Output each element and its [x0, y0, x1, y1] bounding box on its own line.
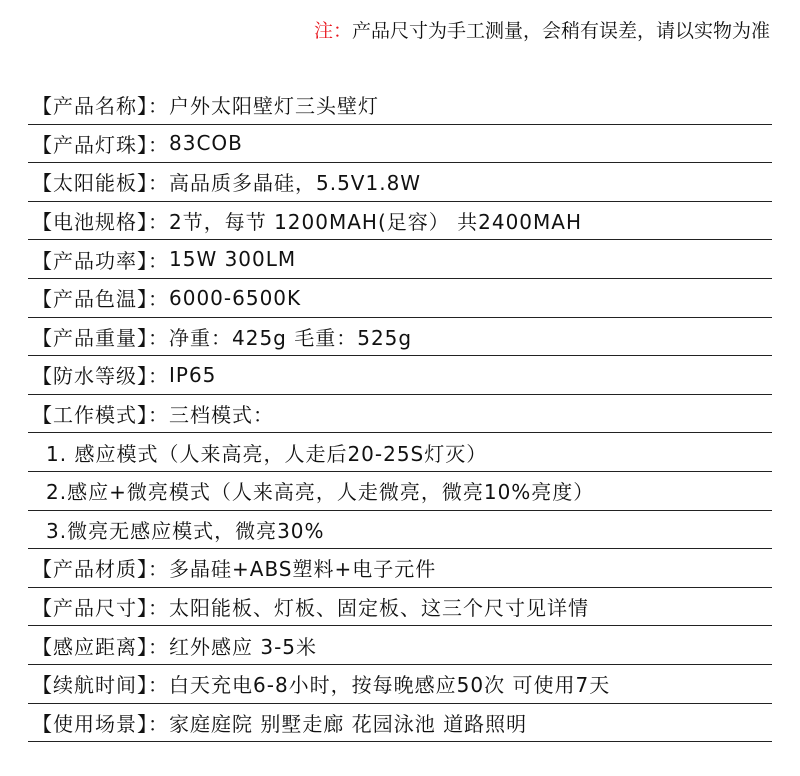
spec-row-waterproof [28, 356, 772, 395]
spec-value: 户外太阳壁灯三头壁灯 [169, 94, 379, 119]
spec-row-battery [28, 202, 772, 241]
spec-value: 83COB [169, 131, 243, 156]
spec-value: 3.微亮无感应模式，微亮30% [46, 518, 325, 543]
spec-value: 太阳能板、灯板、固定板、这三个尺寸见详情 [169, 596, 589, 621]
spec-label: 【产品重量】： [32, 325, 169, 350]
spec-label: 【感应距离】： [32, 634, 169, 659]
spec-row-runtime [28, 665, 772, 704]
spec-table [28, 86, 772, 742]
spec-label: 【工作模式】： [32, 403, 169, 428]
spec-row-mode-3 [28, 511, 772, 550]
spec-value: 红外感应 3-5米 [169, 634, 318, 659]
spec-row-material [28, 549, 772, 588]
spec-row-mode-1 [28, 433, 772, 472]
spec-value: 家庭庭院 别墅走廊 花园泳池 道路照明 [169, 711, 528, 736]
spec-row-color-temp [28, 279, 772, 318]
spec-label: 【产品功率】： [32, 248, 169, 273]
spec-label: 【电池规格】： [32, 210, 169, 235]
spec-value: 白天充电6-8小时，按每晚感应50次 可使用7天 [169, 673, 611, 698]
spec-row-solar-panel [28, 163, 772, 202]
spec-label: 【产品名称】： [32, 94, 169, 119]
spec-label: 【防水等级】： [32, 364, 169, 389]
spec-label: 【续航时间】： [32, 673, 169, 698]
spec-value: 2.感应+微亮模式（人来高亮，人走微亮，微亮10%亮度） [46, 480, 595, 505]
spec-row-mode-2 [28, 472, 772, 511]
spec-label: 【产品材质】： [32, 557, 169, 582]
spec-row-size [28, 588, 772, 627]
spec-value: 高品质多晶硅，5.5V1.8W [169, 171, 422, 196]
spec-row-power [28, 240, 772, 279]
spec-value: 15W 300LM [169, 247, 297, 272]
spec-row-sensor-range [28, 626, 772, 665]
spec-value: 2节，每节 1200MAH(足容） 共2400MAH [169, 210, 582, 235]
spec-row-led [28, 125, 772, 164]
spec-label: 【太阳能板】： [32, 171, 169, 196]
spec-row-name [28, 86, 772, 125]
spec-value: 多晶硅+ABS塑料+电子元件 [169, 557, 437, 582]
spec-row-usage [28, 704, 772, 743]
spec-value: IP65 [169, 362, 217, 387]
spec-value: 6000-6500K [169, 285, 302, 310]
spec-value: 1. 感应模式（人来高亮，人走后20-25S灯灭） [46, 441, 488, 466]
spec-label: 【产品色温】： [32, 287, 169, 312]
spec-value: 净重：425g 毛重：525g [169, 325, 413, 350]
spec-label: 【产品尺寸】： [32, 596, 169, 621]
spec-label: 【产品灯珠】： [32, 132, 169, 157]
measurement-notice [314, 18, 770, 44]
spec-row-weight [28, 318, 772, 357]
spec-value: 三档模式： [169, 403, 274, 428]
notice-lead: 注： [313, 20, 352, 42]
spec-row-mode [28, 395, 772, 434]
spec-label: 【使用场景】： [32, 711, 169, 736]
notice-text: 产品尺寸为手工测量，会稍有误差，请以实物为准 [351, 20, 770, 42]
